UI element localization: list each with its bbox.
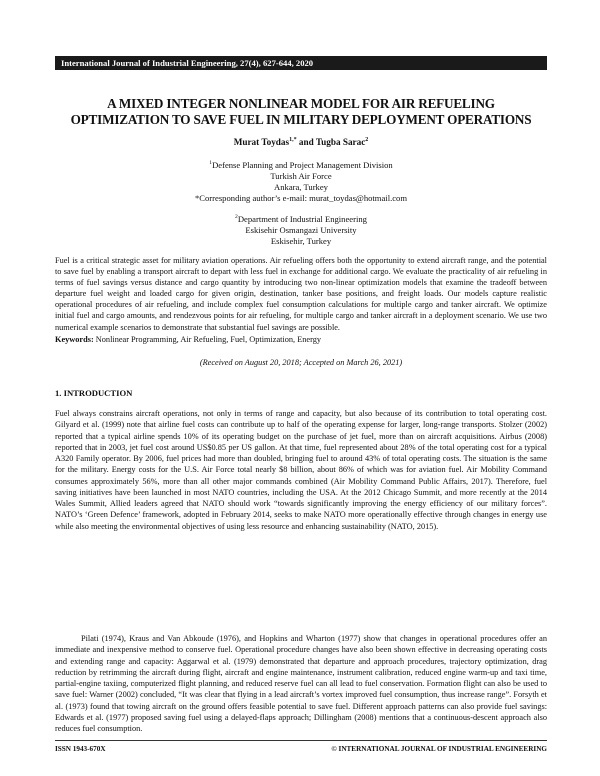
author-2-affiliation-mark: 2 xyxy=(365,137,369,143)
author-list xyxy=(55,137,547,147)
affiliation-2 xyxy=(55,212,547,247)
affiliation-2-department: Department of Industrial Engineering xyxy=(237,213,367,224)
footer-issn: ISSN 1943-670X xyxy=(55,745,106,753)
intro-paragraph-2: Pilati (1974), Kraus and Van Abkoude (1976), and Hopkins and Wharton (1977) show that changes in operational procedures offer an immediate and inexpensive method to conserve fuel. Operational procedure changes have also been shown effective in decreasing operating costs and extending range and capacity: Aggarwal et al. (1979) demonstrated that departure and approach procedures, trajectory optimization, drag reduction by retrimming the aircraft during flight, aircraft and engine maintenance, instrument calibration, reduced engine warm-up and taxi time, partial-engine taxiing, computerized flight planning, and reduced reserve fuel can all lead to fuel conservation. Formation flight can also be used to save fuel: Warner (2002) concluded, “It was clear that flying in a lead aircraft’s vortex improved fuel consumption, thus increase range”. Forsyth et al. (1973) found that towing aircraft on the ground offers feasible potential to save fuel. Different approach patterns can also provide fuel savings: Edwards et al. (1977) proposed saving fuel using a delayed-flaps approach; Dillingham (2008) mentions that a continuous-descent approach also reduces fuel consumption. xyxy=(55,634,547,733)
affiliation-1-org: Turkish Air Force xyxy=(270,171,332,182)
title-line-1: A MIXED INTEGER NONLINEAR MODEL FOR AIR REFUELING xyxy=(107,96,495,111)
affiliation-1-mark: 1 xyxy=(209,160,213,166)
affiliation-2-university: Eskisehir Osmangazi University xyxy=(245,225,357,236)
keywords xyxy=(55,335,547,344)
keywords-list: Nonlinear Programming, Air Refueling, Fuel, Optimization, Energy xyxy=(93,335,321,344)
author-conjunction: and xyxy=(296,137,316,148)
affiliation-2-mark: 2 xyxy=(235,214,238,220)
title-line-2: OPTIMIZATION TO SAVE FUEL IN MILITARY DEPLOYMENT OPERATIONS xyxy=(70,112,532,127)
affiliation-2-city: Eskisehir, Turkey xyxy=(270,236,332,247)
abstract: Fuel is a critical strategic asset for military aviation operations. Air refueling offers both the opportunity to extend aircraft range, and the potential to save fuel by enabling a transport aircraft to depart with less fuel in exchange for additional cargo. We evaluate the practicality of air refueling in terms of fuel savings versus distance and cargo quantity by introducing two non-linear optimization models that examine the tradeoff between departure fuel weight and loaded cargo for given origin, destination, tanker base positions, and freight loads. Our models capture realistic operational procedures of air refueling, and include complex fuel consumption calculations for multiple cargo and tanker aircraft. We optimize initial fuel and cargo amounts, and rendezvous points for air refueling, for multiple cargo and tanker aircraft in a deployment scenario. We use two numerical example scenarios to demonstrate that substantial fuel savings are possible. xyxy=(55,256,547,332)
affiliation-1-city: Ankara, Turkey xyxy=(274,182,328,193)
intro-paragraph-1: Fuel always constrains aircraft operations, not only in terms of range and capacity, but also because of its contribution to total operating cost. Gilyard et al. (1999) note that airline fuel costs can contribute up to half of the operating expense for larger, long-range transports. Stolzer (2002) reported that a typical airline spends 10% of its operating budget on the purchase of jet fuel, more than on aircraft acquisitions. Airbus (2008) reported that in 2003, jet fuel cost around US$0.85 per US gallon. At that time, fuel represented about 28% of the total operating cost for a typical A320 Family operator. By 2006, fuel prices had more than doubled, bringing fuel to around 43% of total operating costs. The situation is the same for the military. Energy costs for the U.S. Air Force total nearly $8 billion, about 86% of which was for aviation fuel. Air Mobility Command consumes approximately 56%, more than all other major commands combined (Air Mobility Command Public Affairs, 2017). Therefore, fuel saving initiatives have been launched in most NATO countries, including the USA. At the 2012 Chicago Summit, and more recently at the 2014 Wales Summit, Allied leaders agreed that NATO should work “towards significantly improving the energy efficiency of our military forces”. NATO’s ‘Green Defence’ framework, adopted in February 2014, seeks to make NATO more operationally effective through changes in energy use while also meeting the environmental objectives of using less resource and enhancing sustainability (NATO, 2015). xyxy=(55,409,547,531)
author-1: Murat Toydas xyxy=(233,137,290,148)
corresponding-email: *Corresponding author’s e-mail: murat_toydas@hotmail.com xyxy=(194,193,408,204)
keywords-label: Keywords: xyxy=(55,335,94,344)
section-heading-introduction: 1. INTRODUCTION xyxy=(55,388,133,398)
received-dates: (Received on August 20, 2018; Accepted on March 26, 2021) xyxy=(199,358,403,367)
journal-header: International Journal of Industrial Engineering, 27(4), 627-644, 2020 xyxy=(55,56,547,70)
author-2: Tugba Sarac xyxy=(315,137,366,148)
paper-title xyxy=(55,96,547,128)
affiliation-1-division: Defense Planning and Project Management Division xyxy=(212,159,393,170)
author-1-affiliation-mark: 1,* xyxy=(289,137,297,143)
footer-copyright: © INTERNATIONAL JOURNAL OF INDUSTRIAL ENGINEERING xyxy=(331,745,547,753)
footer-divider xyxy=(55,740,547,741)
affiliation-1 xyxy=(55,158,547,205)
